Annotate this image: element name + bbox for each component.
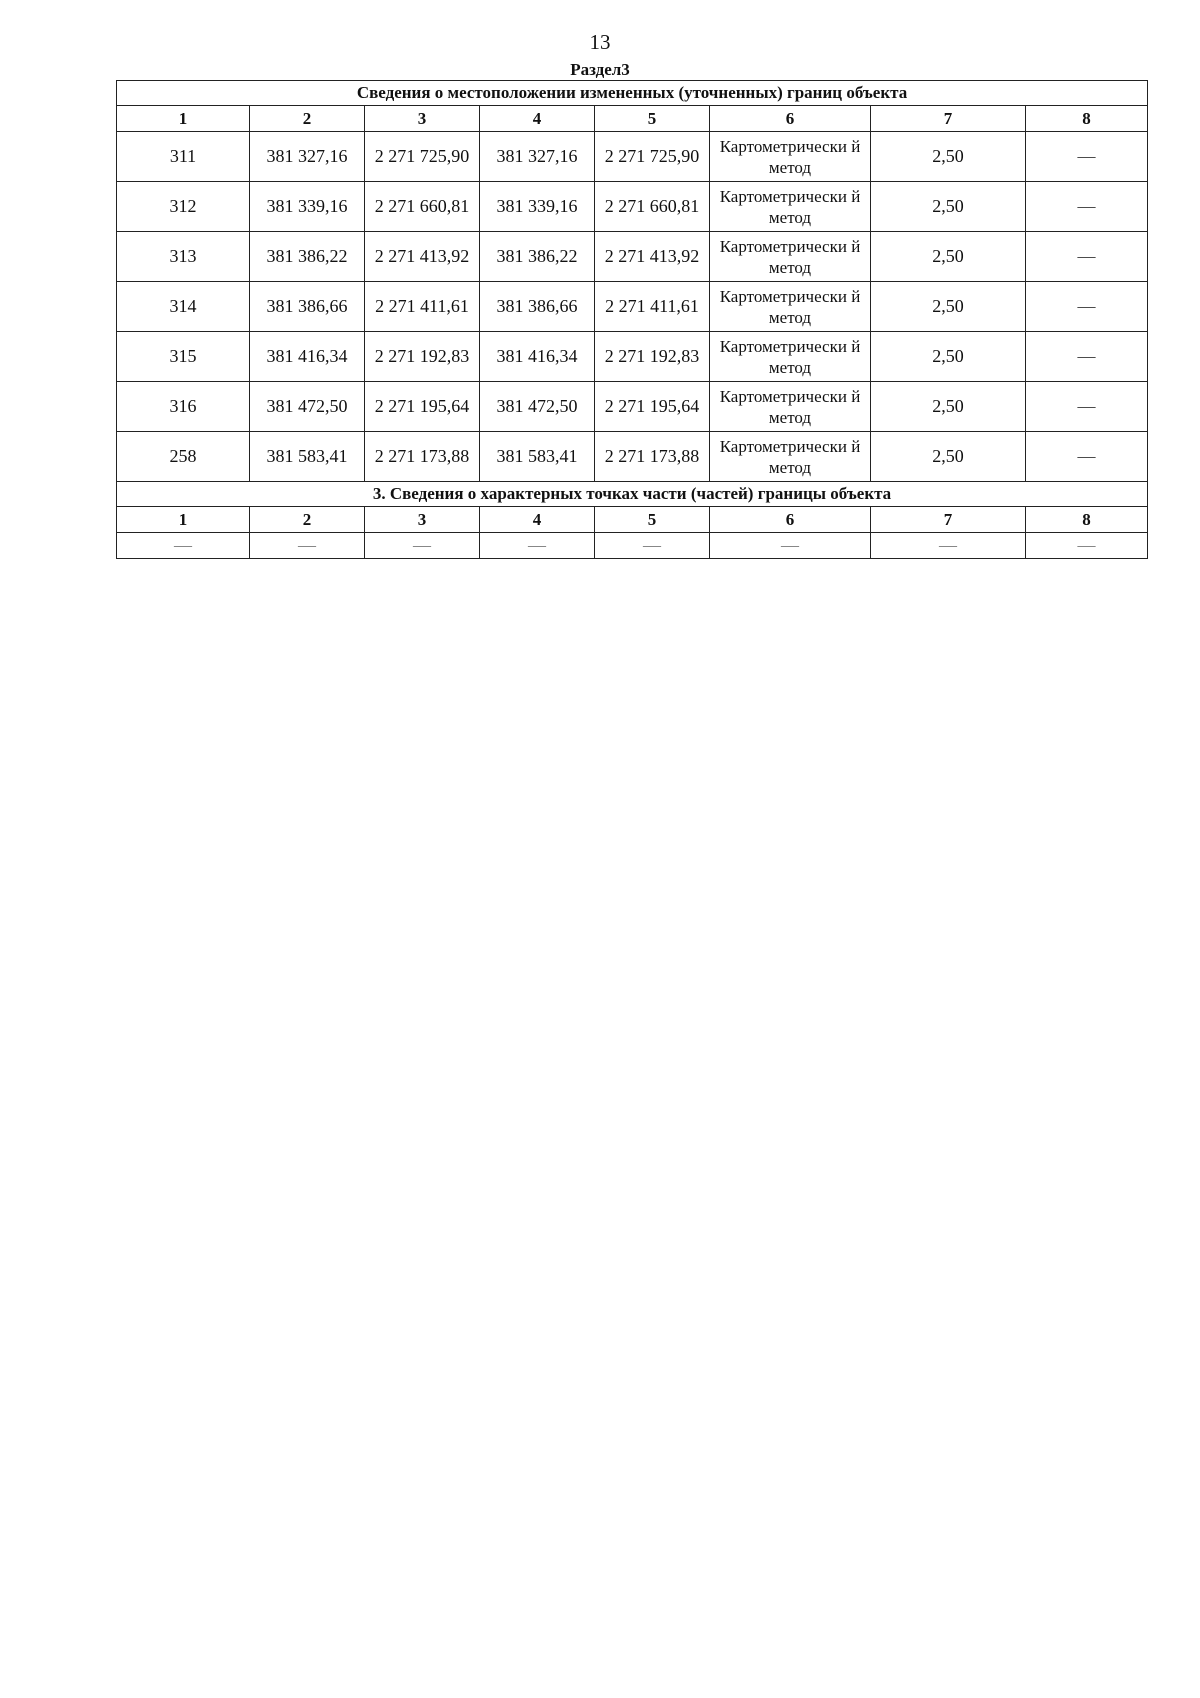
- column-number-header: 1: [117, 106, 250, 132]
- table-cell: 2 271 195,64: [595, 382, 710, 432]
- table-cell: 2,50: [871, 232, 1026, 282]
- column-number-header: 7: [871, 507, 1026, 533]
- table-cell: 2,50: [871, 332, 1026, 382]
- table-cell: —: [1026, 132, 1148, 182]
- table-row: [117, 432, 1148, 482]
- column-number-header: 1: [117, 507, 250, 533]
- table-cell: 381 472,50: [480, 382, 595, 432]
- table-cell: 381 327,16: [250, 132, 365, 182]
- table-cell: 311: [117, 132, 250, 182]
- table-cell: 381 386,66: [250, 282, 365, 332]
- column-number-header: 6: [710, 507, 871, 533]
- table-row: [117, 232, 1148, 282]
- table-cell: —: [1026, 432, 1148, 482]
- table-cell: Картометрически й метод: [710, 332, 871, 382]
- table-cell: 381 386,66: [480, 282, 595, 332]
- table-cell: 381 339,16: [480, 182, 595, 232]
- table-cell: 316: [117, 382, 250, 432]
- table-row: [117, 533, 1148, 559]
- table-cell: 381 472,50: [250, 382, 365, 432]
- table-cell: 2,50: [871, 182, 1026, 232]
- column-number-header: 2: [250, 106, 365, 132]
- table-cell: —: [1026, 382, 1148, 432]
- table-cell: 2 271 411,61: [595, 282, 710, 332]
- table-cell: —: [710, 533, 871, 559]
- table-cell: 2 271 411,61: [365, 282, 480, 332]
- table-cell: 2 271 725,90: [595, 132, 710, 182]
- table-cell: 2,50: [871, 382, 1026, 432]
- table-cell: Картометрически й метод: [710, 182, 871, 232]
- coordinates-table: [116, 80, 1148, 559]
- table-cell: —: [1026, 232, 1148, 282]
- table-cell: Картометрически й метод: [710, 382, 871, 432]
- table-cell: —: [250, 533, 365, 559]
- column-number-header: 3: [365, 507, 480, 533]
- table-cell: 2 271 660,81: [595, 182, 710, 232]
- column-number-header: 2: [250, 507, 365, 533]
- column-number-header: 4: [480, 106, 595, 132]
- table-cell: 381 386,22: [480, 232, 595, 282]
- table-row: [117, 182, 1148, 232]
- table-cell: 2 271 195,64: [365, 382, 480, 432]
- table-cell: 2 271 192,83: [365, 332, 480, 382]
- column-number-header: 4: [480, 507, 595, 533]
- table-cell: 2,50: [871, 432, 1026, 482]
- table-cell: 381 339,16: [250, 182, 365, 232]
- table-cell: 258: [117, 432, 250, 482]
- table1-caption-row: [117, 81, 1148, 106]
- table-cell: 2,50: [871, 132, 1026, 182]
- column-number-header: 5: [595, 507, 710, 533]
- table2-caption-row: [117, 482, 1148, 507]
- table2-column-numbers-row: [117, 507, 1148, 533]
- table-cell: 2 271 173,88: [365, 432, 480, 482]
- table-cell: 2 271 660,81: [365, 182, 480, 232]
- column-number-header: 6: [710, 106, 871, 132]
- table-cell: —: [871, 533, 1026, 559]
- table-cell: 381 416,34: [480, 332, 595, 382]
- column-number-header: 3: [365, 106, 480, 132]
- table-cell: 381 416,34: [250, 332, 365, 382]
- table-cell: 2 271 413,92: [365, 232, 480, 282]
- table-cell: 381 386,22: [250, 232, 365, 282]
- table-cell: Картометрически й метод: [710, 132, 871, 182]
- table-cell: 2 271 725,90: [365, 132, 480, 182]
- table-cell: Картометрически й метод: [710, 432, 871, 482]
- column-number-header: 8: [1026, 507, 1148, 533]
- table-cell: 381 583,41: [250, 432, 365, 482]
- table-row: [117, 382, 1148, 432]
- table-cell: 2 271 192,83: [595, 332, 710, 382]
- table-cell: —: [117, 533, 250, 559]
- table-cell: 315: [117, 332, 250, 382]
- table-cell: 313: [117, 232, 250, 282]
- table-cell: Картометрически й метод: [710, 232, 871, 282]
- table-cell: —: [1026, 533, 1148, 559]
- table-cell: 381 327,16: [480, 132, 595, 182]
- table-cell: —: [365, 533, 480, 559]
- table-cell: 2,50: [871, 282, 1026, 332]
- table-cell: —: [1026, 182, 1148, 232]
- table-cell: —: [480, 533, 595, 559]
- table-cell: Картометрически й метод: [710, 282, 871, 332]
- table-cell: 2 271 413,92: [595, 232, 710, 282]
- table-cell: 381 583,41: [480, 432, 595, 482]
- page-number: 13: [589, 30, 611, 54]
- table1-column-numbers-row: [117, 106, 1148, 132]
- table-row: [117, 282, 1148, 332]
- table-cell: 314: [117, 282, 250, 332]
- table-cell: —: [595, 533, 710, 559]
- table-cell: 312: [117, 182, 250, 232]
- table1-caption: Сведения о местоположении измененных (уточненных) границ объекта: [117, 81, 1148, 106]
- table-row: [117, 332, 1148, 382]
- section-title: Раздел3: [570, 60, 630, 79]
- column-number-header: 8: [1026, 106, 1148, 132]
- column-number-header: 7: [871, 106, 1026, 132]
- table-row: [117, 132, 1148, 182]
- column-number-header: 5: [595, 106, 710, 132]
- table-cell: —: [1026, 332, 1148, 382]
- table-cell: —: [1026, 282, 1148, 332]
- table-cell: 2 271 173,88: [595, 432, 710, 482]
- table2-caption: 3. Сведения о характерных точках части (частей) границы объекта: [117, 482, 1148, 507]
